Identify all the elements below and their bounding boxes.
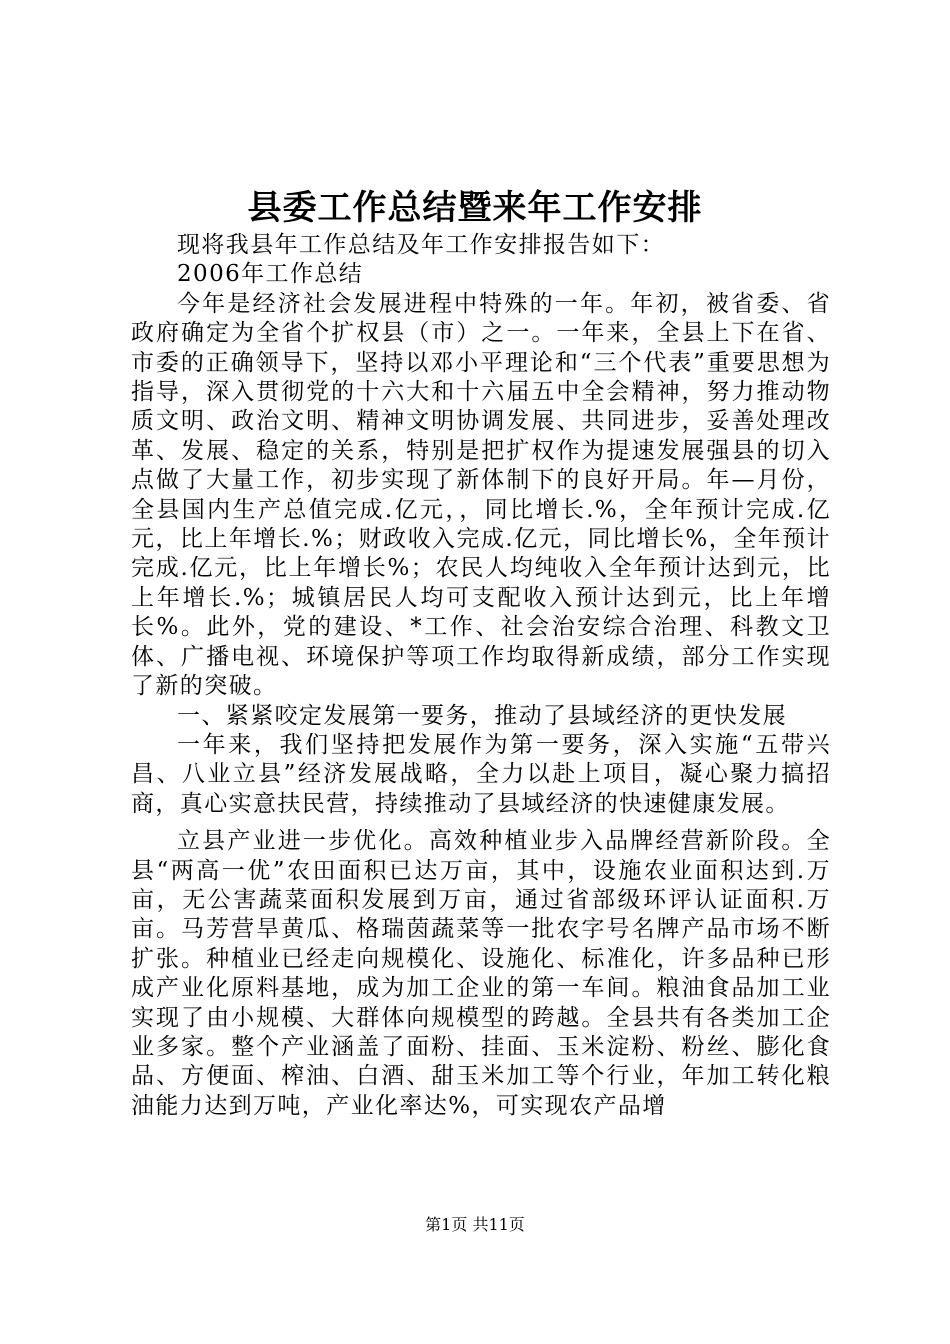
page-footer: 第1页 共11页 <box>425 1215 525 1234</box>
intro-paragraph: 现将我县年工作总结及年工作安排报告如下： <box>177 232 665 258</box>
subsection-heading: 一、紧紧咬定发展第一要务，推动了县域经济的更快发展 <box>177 702 787 729</box>
document-title: 县委工作总结暨来年工作安排 <box>247 188 703 228</box>
section-heading: 2006年工作总结 <box>177 261 364 288</box>
industry-paragraph: 立县产业进一步优化。高效种植业步入品牌经营新阶段。全县“两高一优”农田面积已达万亩，其中，设施农业面积达到.万亩，无公害蔬菜面积发展到万亩，通过省部级环评认证面积.万亩。马芳营旱黄瓜、格瑞茵蔬菜等一批农字号名牌产品市场不断扩张。种植业已经走向规模化、设施化、标准化，许多品种已形成产业化原料基地，成为加工企业的第一车间。粮油食品加工业实现了由小规模、大群体向规模型的跨越。全县共有各类加工企业多家。整个产业涵盖了面粉、挂面、玉米淀粉、粉丝、膨化食品、方便面、榨油、白酒、甜玉米加工等个行业，年加工转化粮油能力达到万吨，产业化率达%，可实现农产品增 <box>131 828 831 1119</box>
document-body <box>131 231 831 1121</box>
development-paragraph: 一年来，我们坚持把发展作为第一要务，深入实施“五带兴昌、八业立县”经济发展战略，全力以赴上项目，凝心聚力搞招商，真心实意扶民营，持续推动了县域经济的快速健康发展。 <box>131 731 831 817</box>
overview-paragraph: 今年是经济社会发展进程中特殊的一年。年初，被省委、省政府确定为全省个扩权县（市）之一。一年来，全县上下在省、市委的正确领导下，坚持以邓小平理论和“三个代表”重要思想为指导，深入贯彻党的十六大和十六届五中全会精神，努力推动物质文明、政治文明、精神文明协调发展、共同进步，妥善处理改革、发展、稳定的关系，特别是把扩权作为提速发展强县的切入点做了大量工作，初步实现了新体制下的良好开局。年—月份，全县国内生产总值完成.亿元，，同比增长.%，全年预计完成.亿元，比上年增长.%；财政收入完成.亿元，同比增长%，全年预计完成.亿元，比上年增长%；农民人均纯收入全年预计达到元，比上年增长.%；城镇居民人均可支配收入预计达到元，比上年增长%。此外，党的建设、*工作、社会治安综合治理、科教文卫体、广播电视、环境保护等项工作均取得新成绩，部分工作实现了新的突破。 <box>131 290 831 700</box>
